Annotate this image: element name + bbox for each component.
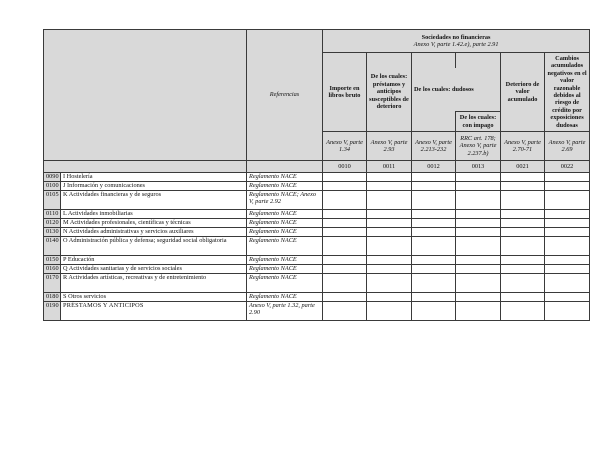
data-cell[interactable] [367, 293, 412, 302]
data-cell[interactable] [456, 293, 501, 302]
colnum-blank [44, 161, 247, 173]
data-cell[interactable] [367, 228, 412, 237]
col-ref-0010: Anexo V, parte 1.34 [323, 132, 367, 161]
row-ref: Reglamento NACE [247, 182, 323, 191]
data-cell[interactable] [367, 191, 412, 210]
data-cell[interactable] [412, 265, 456, 274]
data-cell[interactable] [501, 182, 545, 191]
row-label: PRÉSTAMOS Y ANTICIPOS [61, 302, 247, 321]
data-cell[interactable] [412, 219, 456, 228]
data-cell[interactable] [412, 173, 456, 182]
data-cell[interactable] [545, 219, 590, 228]
data-cell[interactable] [545, 237, 590, 256]
col-header-dudosos-label: De los cuales: dudosos [414, 85, 474, 93]
data-cell[interactable] [323, 191, 367, 210]
row-ref: Reglamento NACE [247, 256, 323, 265]
row-label: P Educación [61, 256, 247, 265]
data-cell[interactable] [323, 265, 367, 274]
data-cell[interactable] [456, 219, 501, 228]
row-ref: Reglamento NACE [247, 293, 323, 302]
table-row [44, 237, 590, 256]
data-cell[interactable] [412, 274, 456, 293]
row-ref: Anexo V, parte 1.32, parte 2.90 [247, 302, 323, 321]
data-cell[interactable] [367, 256, 412, 265]
data-cell[interactable] [456, 173, 501, 182]
row-label: K Actividades financieras y de seguros [61, 191, 247, 210]
data-cell[interactable] [456, 182, 501, 191]
data-cell[interactable] [456, 237, 501, 256]
row-code: 0160 [44, 265, 61, 274]
row-ref: Reglamento NACE [247, 274, 323, 293]
row-ref: Reglamento NACE [247, 237, 323, 256]
group-title: Sociedades no financieras [421, 33, 491, 41]
data-cell[interactable] [367, 265, 412, 274]
table-row [44, 265, 590, 274]
data-cell[interactable] [501, 210, 545, 219]
data-cell[interactable] [501, 173, 545, 182]
data-cell[interactable] [323, 293, 367, 302]
data-cell[interactable] [323, 219, 367, 228]
data-cell[interactable] [545, 173, 590, 182]
data-cell[interactable] [501, 265, 545, 274]
row-label: I Hostelería [61, 173, 247, 182]
row-label: M Actividades profesionales, científicas y técnicas [61, 219, 247, 228]
data-cell[interactable] [323, 228, 367, 237]
data-cell[interactable] [323, 210, 367, 219]
col-header-cambios: Cambios acumulados negativos en el valor razonable debidos al riesgo de crédito por exposiciones dudosas [545, 53, 590, 132]
row-ref: Reglamento NACE; Anexo V, parte 2.92 [247, 191, 323, 210]
col-code-0013: 0013 [456, 161, 501, 173]
table-row [44, 191, 590, 210]
col-header-prestamos-deterioro: De los cuales: préstamos y anticipos susceptibles de deterioro [367, 53, 412, 132]
row-code: 0170 [44, 274, 61, 293]
table-row [44, 293, 590, 302]
data-cell[interactable] [501, 219, 545, 228]
data-cell[interactable] [323, 182, 367, 191]
data-cell[interactable] [412, 293, 456, 302]
table-row [44, 210, 590, 219]
data-cell[interactable] [501, 191, 545, 210]
financial-table [43, 29, 590, 321]
data-cell[interactable] [456, 191, 501, 210]
row-label: N Actividades administrativas y servicios auxiliares [61, 228, 247, 237]
data-cell[interactable] [323, 302, 367, 321]
data-cell[interactable] [545, 182, 590, 191]
data-cell[interactable] [456, 210, 501, 219]
col-ref-0013: RRC art. 178; Anexo V, parte 2.237.b) [456, 132, 501, 161]
row-label: J Información y comunicaciones [61, 182, 247, 191]
data-cell[interactable] [545, 256, 590, 265]
table-row [44, 302, 590, 321]
col-header-importe: Importe en libros bruto [323, 53, 367, 132]
header-spacer [412, 112, 456, 132]
col-header-dudosos [412, 68, 501, 112]
data-cell[interactable] [367, 274, 412, 293]
data-cell[interactable] [367, 210, 412, 219]
referencias-header: Referencias [247, 30, 323, 161]
data-cell[interactable] [545, 210, 590, 219]
header-spacer [456, 53, 501, 68]
row-code: 0105 [44, 191, 61, 210]
data-cell[interactable] [545, 191, 590, 210]
data-cell[interactable] [545, 293, 590, 302]
row-code: 0150 [44, 256, 61, 265]
row-label: O Administración pública y defensa; seguridad social obligatoria [61, 237, 247, 256]
row-label: R Actividades artísticas, recreativas y de entretenimiento [61, 274, 247, 293]
data-cell[interactable] [323, 173, 367, 182]
data-cell[interactable] [412, 182, 456, 191]
row-code: 0190 [44, 302, 61, 321]
data-cell[interactable] [323, 274, 367, 293]
data-cell[interactable] [456, 302, 501, 321]
group-reference: Anexo V, parte 1.42.e), parte 2.91 [413, 41, 499, 48]
data-cell[interactable] [412, 256, 456, 265]
data-cell[interactable] [412, 237, 456, 256]
data-cell[interactable] [501, 293, 545, 302]
col-code-0022: 0022 [545, 161, 590, 173]
group-header [323, 30, 590, 53]
row-label: L Actividades inmobiliarias [61, 210, 247, 219]
row-code: 0100 [44, 182, 61, 191]
col-code-0011: 0011 [367, 161, 412, 173]
table-row [44, 219, 590, 228]
col-ref-0022: Anexo V, parte 2.69 [545, 132, 590, 161]
row-ref: Reglamento NACE [247, 228, 323, 237]
col-code-0012: 0012 [412, 161, 456, 173]
col-header-deterioro: Deterioro de valor acumulado [501, 53, 545, 132]
col-code-0010: 0010 [323, 161, 367, 173]
data-cell[interactable] [545, 265, 590, 274]
col-code-0021: 0021 [501, 161, 545, 173]
data-cell[interactable] [412, 191, 456, 210]
col-ref-0011: Anexo V, parte 2.93 [367, 132, 412, 161]
row-ref: Reglamento NACE [247, 265, 323, 274]
data-cell[interactable] [456, 228, 501, 237]
data-cell[interactable] [545, 274, 590, 293]
header-blank-cell [44, 30, 247, 161]
data-cell[interactable] [456, 265, 501, 274]
row-code: 0120 [44, 219, 61, 228]
row-code: 0090 [44, 173, 61, 182]
data-cell[interactable] [367, 182, 412, 191]
row-label: Q Actividades sanitarias y de servicios sociales [61, 265, 247, 274]
data-cell[interactable] [367, 219, 412, 228]
table-row [44, 228, 590, 237]
data-cell[interactable] [412, 228, 456, 237]
row-ref: Reglamento NACE [247, 210, 323, 219]
table-row [44, 173, 590, 182]
data-cell[interactable] [456, 256, 501, 265]
row-code: 0130 [44, 228, 61, 237]
data-cell[interactable] [412, 302, 456, 321]
table-row [44, 182, 590, 191]
table-row [44, 256, 590, 265]
data-cell[interactable] [545, 302, 590, 321]
col-header-impago: De los cuales: con impago [456, 112, 501, 132]
data-cell[interactable] [456, 274, 501, 293]
data-cell[interactable] [367, 237, 412, 256]
data-cell[interactable] [367, 173, 412, 182]
data-cell[interactable] [501, 228, 545, 237]
col-ref-0012: Anexo V, parte 2.213-232 [412, 132, 456, 161]
data-cell[interactable] [367, 302, 412, 321]
data-cell[interactable] [501, 302, 545, 321]
data-cell[interactable] [501, 256, 545, 265]
data-cell[interactable] [323, 237, 367, 256]
colnum-blank [247, 161, 323, 173]
data-cell[interactable] [323, 256, 367, 265]
data-cell[interactable] [501, 274, 545, 293]
data-cell[interactable] [412, 210, 456, 219]
row-code: 0140 [44, 237, 61, 256]
header-spacer [412, 53, 456, 68]
row-ref: Reglamento NACE [247, 173, 323, 182]
row-ref: Reglamento NACE [247, 219, 323, 228]
data-cell[interactable] [545, 228, 590, 237]
row-label: S Otros servicios [61, 293, 247, 302]
row-code: 0110 [44, 210, 61, 219]
data-cell[interactable] [501, 237, 545, 256]
row-code: 0180 [44, 293, 61, 302]
table-row [44, 274, 590, 293]
col-ref-0021: Anexo V, parte 2.70-71 [501, 132, 545, 161]
